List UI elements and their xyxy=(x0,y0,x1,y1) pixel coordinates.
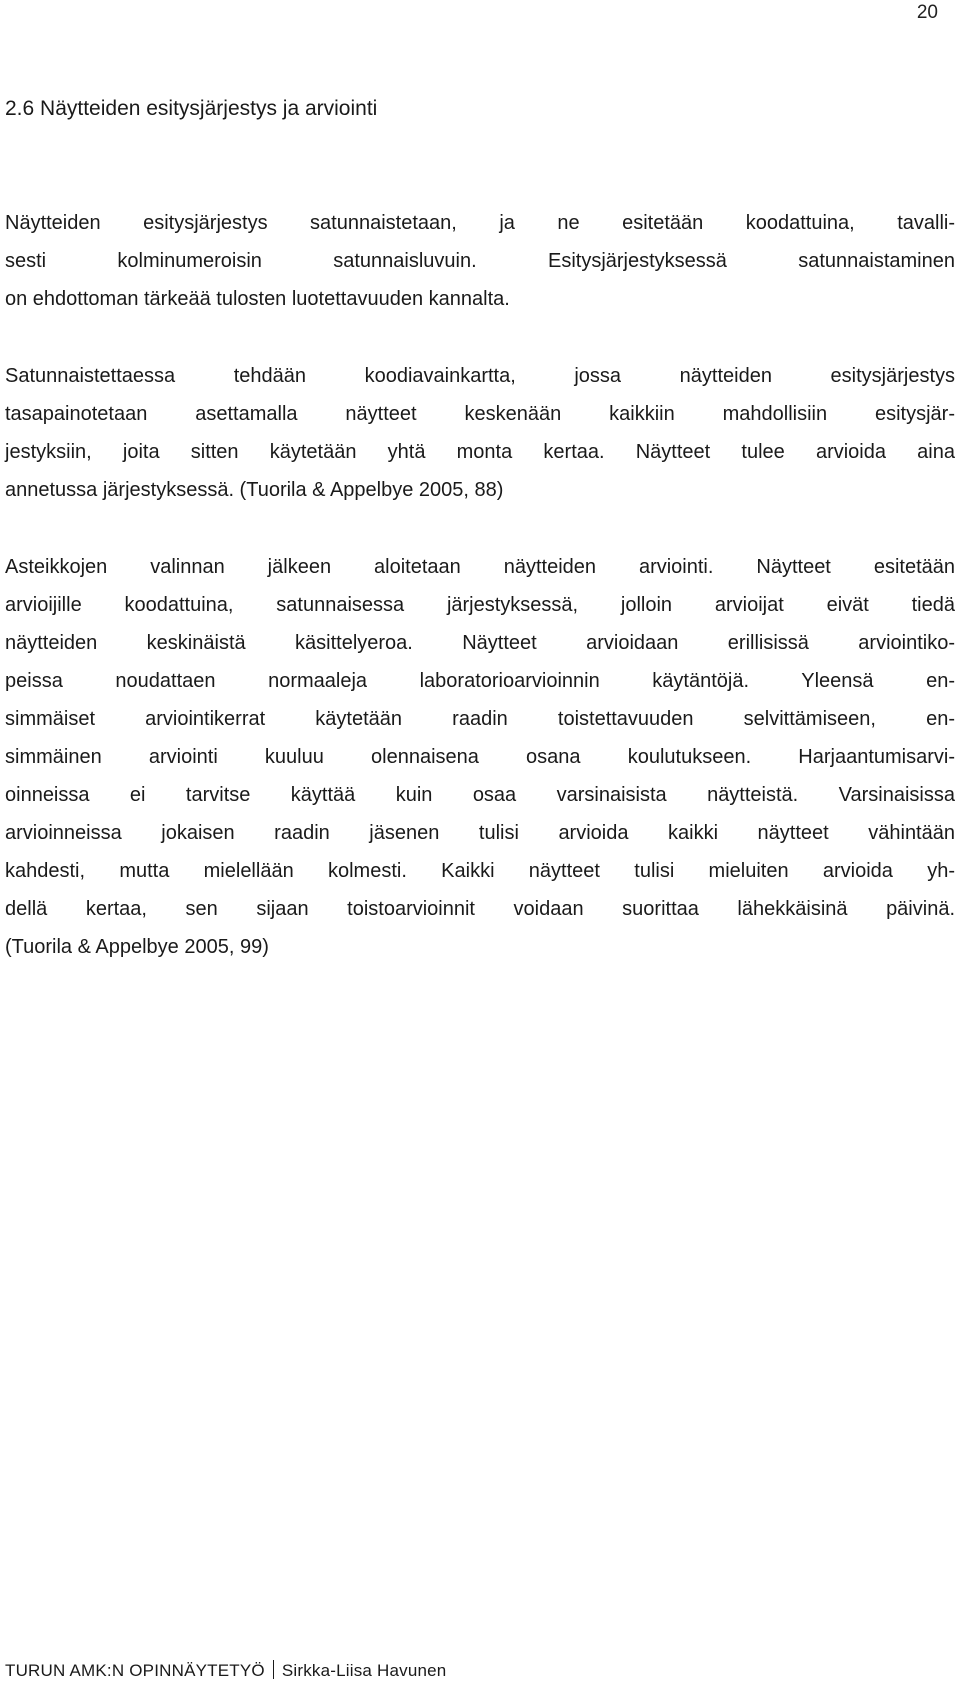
paragraph-line: Asteikkojen valinnan jälkeen aloitetaan näytteiden arviointi. Näytteet esitetään xyxy=(5,556,955,578)
paragraph-line: simmäinen arviointi kuuluu olennaisena osana koulutukseen. Harjaantumisarvi- xyxy=(5,746,955,768)
paragraph-line: oinneissa ei tarvitse käyttää kuin osaa varsinaisista näytteistä. Varsinaisissa xyxy=(5,784,955,806)
paragraph-3 xyxy=(5,548,955,966)
footer-publication: TURUN AMK:N OPINNÄYTETYÖ xyxy=(5,1661,265,1680)
paragraph-line: peissa noudattaen normaaleja laboratorioarvioinnin käytäntöjä. Yleensä en- xyxy=(5,670,955,692)
paragraph-line: (Tuorila & Appelbye 2005, 99) xyxy=(5,936,269,958)
paragraph-line: arvioinneissa jokaisen raadin jäsenen tulisi arvioida kaikki näytteet vähintään xyxy=(5,822,955,844)
paragraph-line: tasapainotetaan asettamalla näytteet keskenään kaikkiin mahdollisiin esitysjär- xyxy=(5,403,955,425)
paragraph-line: sesti kolminumeroisin satunnaisluvuin. Esitysjärjestyksessä satunnaistaminen xyxy=(5,250,955,272)
paragraph-1 xyxy=(5,204,955,318)
paragraph-line: Näytteiden esitysjärjestys satunnaistetaan, ja ne esitetään koodattuina, tavalli- xyxy=(5,212,955,234)
page-number: 20 xyxy=(916,2,938,23)
page-footer xyxy=(5,1660,446,1681)
paragraph-line: annetussa järjestyksessä. (Tuorila & Appelbye 2005, 88) xyxy=(5,479,504,501)
footer-author: Sirkka-Liisa Havunen xyxy=(281,1661,447,1680)
paragraph-line: dellä kertaa, sen sijaan toistoarvioinnit voidaan suorittaa lähekkäisinä päivinä. xyxy=(5,898,955,920)
paragraph-line: simmäiset arviointikerrat käytetään raadin toistettavuuden selvittämiseen, en- xyxy=(5,708,955,730)
paragraph-line: jestyksiin, joita sitten käytetään yhtä monta kertaa. Näytteet tulee arvioida aina xyxy=(5,441,955,463)
footer-separator xyxy=(273,1660,274,1679)
paragraph-line: Satunnaistettaessa tehdään koodiavainkartta, jossa näytteiden esitysjärjestys xyxy=(5,365,955,387)
paragraph-line: kahdesti, mutta mielellään kolmesti. Kaikki näytteet tulisi mieluiten arvioida yh- xyxy=(5,860,955,882)
paragraph-line: näytteiden keskinäistä käsittelyeroa. Näytteet arvioidaan erillisissä arviointiko- xyxy=(5,632,955,654)
section-heading: 2.6 Näytteiden esitysjärjestys ja arviointi xyxy=(5,97,378,120)
paragraph-line: on ehdottoman tärkeää tulosten luotettavuuden kannalta. xyxy=(5,288,510,310)
paragraph-line: arvioijille koodattuina, satunnaisessa järjestyksessä, jolloin arvioijat eivät tiedä xyxy=(5,594,955,616)
paragraph-2 xyxy=(5,357,955,509)
